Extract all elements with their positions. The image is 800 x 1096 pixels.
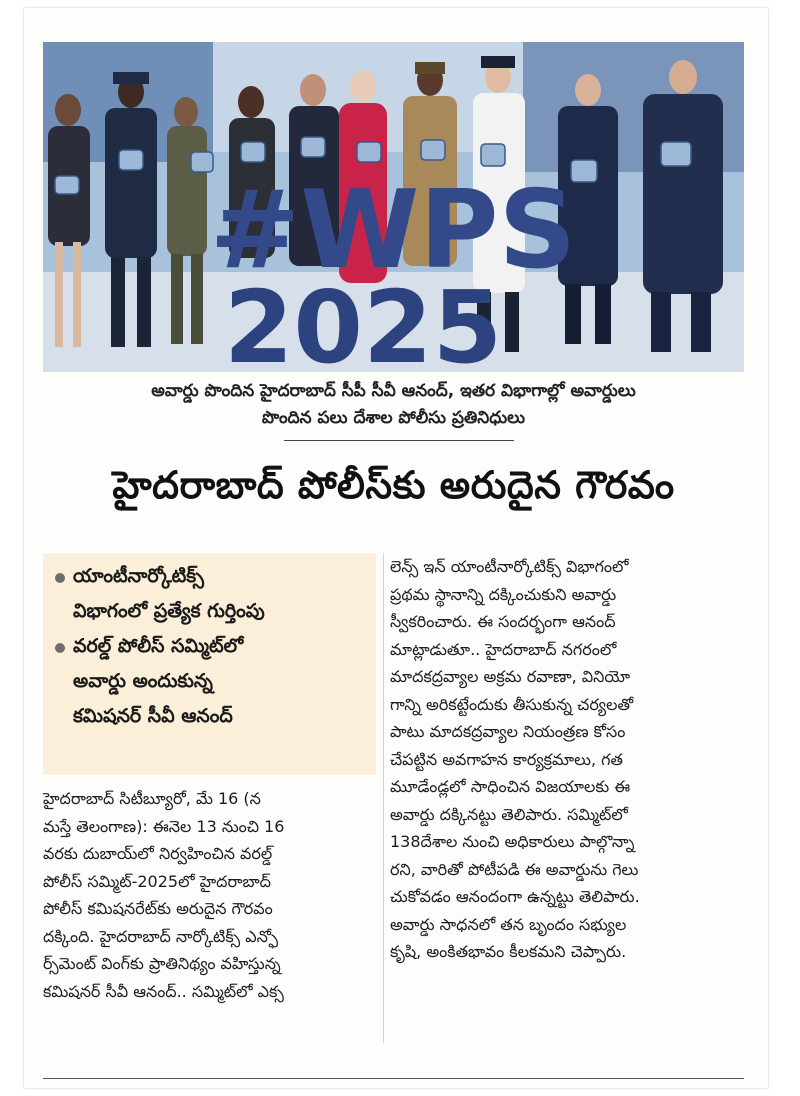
photo-caption: [43, 378, 744, 432]
award-ceremony-photo: [43, 42, 744, 372]
headline: హైదరాబాద్ పోలీస్‌కు అరుదైన గౌరవం: [112, 463, 675, 507]
article-body-left: హైదరాబాద్ సిటీబ్యూరో, మే 16 (న మస్తే తెలంగాణ): ఈనెల 13 నుంచి 16 వరకు దుబాయ్‌లో నిర్వహించిన వరల్డ్ పోలీస్ సమ్మిట్‌-2025లో హైదరాబాద్ పోలీస్ కమిషనరేట్‌కు అరుదైన గౌరవం దక్కింది. హైదరాబాద్ నార్కోటిక్స్ ఎన్ఫో ర్స్‌మెంట్ వింగ్‌కు ప్రాతినిథ్యం వహిస్తున్న కమిషనర్ సీవీ ఆనంద్.. సమ్మిట్‌లో ఎక్స: [43, 789, 285, 1001]
column-divider: [383, 553, 384, 1043]
highlight-item: యాంటీనార్కోటిక్స్ విభాగంలో ప్రత్యేక గుర్తింపు: [55, 559, 366, 629]
caption-line-1: అవార్డు పొందిన హైదరాబాద్ సీపీ సీవీ ఆనంద్, ఇతర విభాగాల్లో అవార్డులు: [151, 381, 636, 401]
bullet-icon: [55, 573, 65, 583]
bottom-divider: [43, 1078, 744, 1079]
article-body-right: లెన్స్ ఇన్ యాంటీనార్కోటిక్స్ విభాగంలో ప్రథమ స్థానాన్ని దక్కించుకుని అవార్డు స్వీకరించారు. ఈ సందర్భంగా ఆనంద్ మాట్లాడుతూ.. హైదరాబాద్ నగరంలో మాదకద్రవ్యాల అక్రమ రవాణా, వినియో గాన్ని అరికట్టేందుకు తీసుకున్న చర్యలతో పాటు మాదకద్రవ్యాల నియంత్రణ కోసం చేపట్టిన అవగాహన కార్యక్రమాలు, గత మూడేండ్లలో సాధించిన విజయాలకు ఈ అవార్డు దక్కినట్టు తెలిపారు. సమ్మిట్‌లో 138దేశాల నుంచి అధికారులు పాల్గొన్నా రని, వారితో పోటీపడి ఈ అవార్డును గెలు చుకోవడం ఆనందంగా ఉన్నట్టు తెలిపారు. అవార్డు సాధనలో తన బృందం సభ్యుల కృషి, అంకితభావం కీలకమని చెప్పారు.: [390, 557, 640, 961]
highlights-box: [43, 553, 376, 775]
caption-line-2: పొందిన పలు దేశాల పోలీసు ప్రతినిధులు: [261, 408, 526, 428]
photo-illustration: [43, 42, 744, 372]
banner-text-line1: #WPS: [209, 168, 577, 293]
highlight-item: వరల్డ్ పోలీస్ సమ్మిట్‌లో అవార్డు అందుకున్న కమిషనర్ సీవీ ఆనంద్: [55, 629, 366, 734]
caption-divider: [284, 440, 514, 441]
banner-text-line2: 2025: [223, 269, 503, 372]
bullet-icon: [55, 643, 65, 653]
